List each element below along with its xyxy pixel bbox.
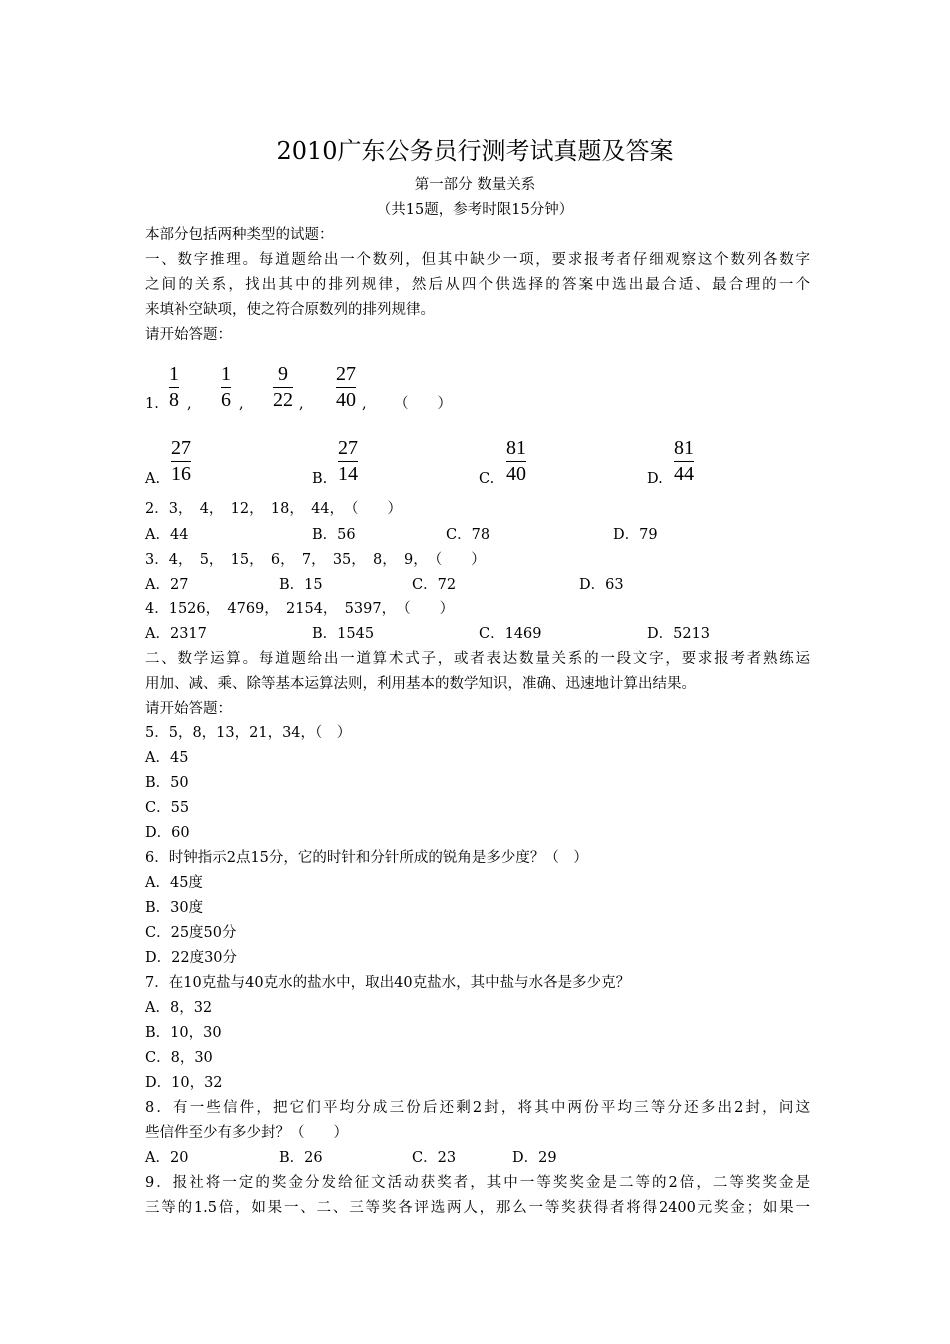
part-title: 第一部分 数量关系 — [414, 177, 536, 193]
q1-option-fraction — [506, 436, 526, 486]
q8-option: D．29 — [512, 1150, 557, 1166]
section1-line: 之间的关系，找出其中的排列规律，然后从四个供选择的答案中选出最合适、最合理的一个 — [145, 277, 810, 293]
q3-stem: 3．4， 5， 15， 6， 7， 35， 8， 9， （ ） — [145, 552, 486, 568]
q1-separator: , — [299, 396, 304, 412]
q1-option-label: B. — [312, 471, 328, 487]
section2-line: 二、数学运算。每道题给出一道算术式子，或者表达数量关系的一段文字，要求报考者熟练运 — [145, 651, 810, 667]
q6-option: D．22度30分 — [145, 950, 238, 966]
q2-stem: 2．3， 4， 12， 18， 44， （ ） — [145, 501, 403, 517]
fraction-numerator: 81 — [674, 437, 694, 459]
fraction-numerator: 9 — [278, 363, 288, 385]
q3-option: B．15 — [279, 577, 323, 593]
q8-stem-line: 些信件至少有多少封？（ ） — [145, 1125, 348, 1141]
q5-option: C．55 — [145, 800, 190, 816]
q9-stem-line: 三等的1.5倍，如果一、二、三等奖各评选两人，那么一等奖获得者将得2400元奖金；如果一 — [145, 1200, 810, 1216]
fraction-numerator: 81 — [506, 437, 526, 459]
q1-fraction — [221, 362, 231, 412]
q4-stem: 4．1526， 4769， 2154， 5397， （ ） — [145, 601, 455, 617]
q1-number: 1. — [145, 396, 159, 412]
q6-option: B．30度 — [145, 900, 204, 916]
q6-option: A．45度 — [145, 875, 203, 891]
q2-option: D．79 — [613, 527, 658, 543]
q3-option: A．27 — [145, 577, 189, 593]
q6-option: C．25度50分 — [145, 925, 237, 941]
fraction-denominator: 16 — [171, 463, 191, 485]
q8-stem-line: 8．有一些信件，把它们平均分成三份后还剩2封，将其中两份平均三等分还多出2封，问这 — [145, 1100, 810, 1116]
q5-option: B．50 — [145, 775, 189, 791]
q2-option: A．44 — [145, 527, 189, 543]
q4-option: A．2317 — [145, 626, 207, 642]
q4-option: D．5213 — [647, 626, 711, 642]
fraction-denominator: 40 — [336, 389, 356, 411]
fraction-numerator: 1 — [169, 363, 179, 385]
intro-text: 本部分包括两种类型的试题： — [145, 227, 334, 243]
q1-fraction — [169, 362, 179, 412]
q3-option: C．72 — [412, 577, 457, 593]
part-note: （共15题，参考时限15分钟） — [376, 202, 574, 218]
q7-option: C．8，30 — [145, 1050, 213, 1066]
q5-option: A．45 — [145, 750, 189, 766]
q5-stem: 5．5，8，13，21，34，（ ） — [145, 725, 352, 741]
fraction-denominator: 8 — [169, 389, 179, 411]
fraction-denominator: 6 — [221, 389, 231, 411]
q8-option: A．20 — [145, 1150, 189, 1166]
section1-line: 来填补空缺项，使之符合原数列的排列规律。 — [145, 302, 435, 318]
section2-start: 请开始答题： — [145, 701, 232, 717]
q8-option: C．23 — [412, 1150, 457, 1166]
q1-option-fraction — [674, 436, 694, 486]
document-title: 2010广东公务员行测考试真题及答案 — [276, 137, 674, 165]
q1-blank: （ ） — [394, 396, 452, 412]
q6-stem: 6．时钟指示2点15分，它的时针和分针所成的锐角是多少度？（ ） — [145, 850, 588, 866]
q9-stem-line: 9．报社将一定的奖金分发给征文活动获奖者，其中一等奖奖金是二等的2倍，二等奖奖金是 — [145, 1175, 810, 1191]
q1-fraction — [273, 362, 293, 412]
q1-separator: , — [187, 396, 192, 412]
q7-option: A．8，32 — [145, 1000, 213, 1016]
q1-fraction — [336, 362, 356, 412]
section1-start: 请开始答题： — [145, 327, 232, 343]
q1-option-fraction — [338, 436, 358, 486]
fraction-numerator: 27 — [171, 437, 191, 459]
q1-separator: , — [362, 396, 367, 412]
q7-option: D．10，32 — [145, 1075, 223, 1091]
q7-option: B．10，30 — [145, 1025, 222, 1041]
fraction-denominator: 22 — [273, 389, 293, 411]
section2-line: 用加、减、乘、除等基本运算法则，利用基本的数学知识，准确、迅速地计算出结果。 — [145, 676, 696, 692]
q5-option: D．60 — [145, 825, 190, 841]
fraction-numerator: 27 — [338, 437, 358, 459]
q8-option: B．26 — [279, 1150, 323, 1166]
q4-option: B．1545 — [312, 626, 375, 642]
q4-option: C．1469 — [479, 626, 542, 642]
q3-option: D．63 — [579, 577, 624, 593]
q1-option-label: A. — [145, 471, 161, 487]
q1-option-label: C. — [479, 471, 495, 487]
fraction-denominator: 40 — [506, 463, 526, 485]
q7-stem: 7．在10克盐与40克水的盐水中，取出40克盐水，其中盐与水各是多少克？ — [145, 975, 631, 991]
fraction-numerator: 27 — [336, 363, 356, 385]
q1-option-label: D. — [647, 471, 663, 487]
q2-option: C．78 — [446, 527, 491, 543]
section1-line: 一、数字推理。每道题给出一个数列，但其中缺少一项，要求报考者仔细观察这个数列各数字 — [145, 252, 810, 268]
q2-option: B．56 — [312, 527, 356, 543]
fraction-denominator: 44 — [674, 463, 694, 485]
q1-option-fraction — [171, 436, 191, 486]
q1-separator: , — [239, 396, 244, 412]
fraction-denominator: 14 — [338, 463, 358, 485]
fraction-numerator: 1 — [221, 363, 231, 385]
